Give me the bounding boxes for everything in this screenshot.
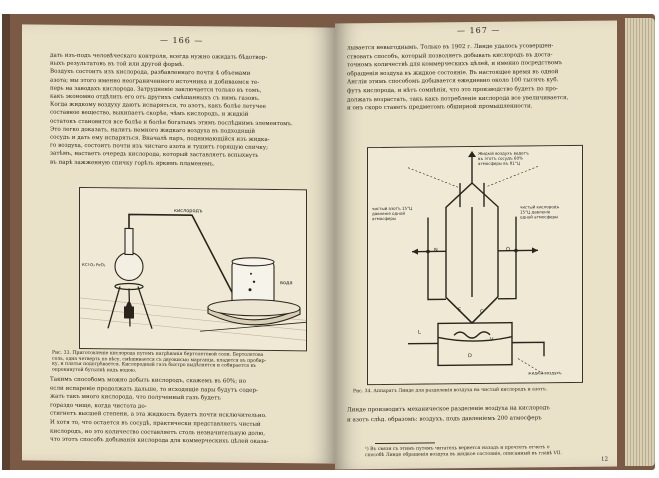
label-d: D bbox=[468, 353, 472, 360]
label-pure-oxygen-2: 15°Ц давленіе bbox=[520, 209, 551, 215]
label-flask: КСl·О₃ FeO₂ bbox=[82, 261, 106, 268]
text-line: Когда жидкому воздуху даютъ испаряться, то азотъ, какъ болѣе летучее bbox=[50, 101, 266, 111]
page-number: — 167 — bbox=[457, 25, 501, 36]
footnote-line: ¹) Въ связи съ этимъ путемъ читатель вернется назадъ и прочтетъ отчетъ о bbox=[365, 445, 550, 453]
left-page bbox=[22, 24, 335, 463]
label-liquid-air-top-2: въ этотъ сосудъ 60% bbox=[478, 155, 523, 161]
caption-line: Рис. 34. Аппаратъ Линде для разделенія воздуха на чистый кислородъ и азотъ. bbox=[353, 387, 548, 395]
text-line: го воздуха, состоитъ почти изъ чистаго азота и тушитъ горящую спичку; bbox=[50, 142, 268, 152]
label-c: C bbox=[480, 308, 484, 315]
label-liquid-air-top-3: атмосферы въ 81°Ц bbox=[478, 160, 520, 166]
right-page bbox=[335, 21, 617, 470]
text-line: затѣмъ, настаетъ очередь кислорода, который заставляетъ вспыхнуть bbox=[50, 151, 259, 160]
linde-apparatus-drawing bbox=[368, 146, 582, 384]
label-n: N bbox=[434, 247, 438, 254]
text-line: Линде производитъ механическое разделеніе воздуха на кислородъ bbox=[347, 405, 550, 414]
text-line: ствовать способъ, который позволяетъ добывать кислородъ въ доста- bbox=[347, 51, 553, 60]
label-e: E bbox=[458, 307, 462, 314]
caption-line: ку, и платья подогрѣвается. Кислородный газъ быстро выдѣляется и собирается въ bbox=[52, 361, 256, 369]
label-pure-oxygen-3: одной атмосферы bbox=[520, 214, 559, 220]
text-line: азота; мы этого именно неограниченного источника и добиваемся те- bbox=[50, 77, 260, 86]
text-line: остатокъ становится все болѣе и болѣе богатымъ этимъ послѣднимъ элементомъ. bbox=[50, 118, 293, 127]
label-pure-nitrogen: чистый азотъ 15°Ц bbox=[372, 205, 413, 212]
label-liquid-air-top: Жидкій воздухъ ведетъ bbox=[478, 150, 529, 156]
text-line: составное вещество, выкипаетъ скорѣе, чѣмъ кислородъ, и жидкій bbox=[50, 110, 249, 119]
caption-line: соль, одна четверть по вѣсу, смѣшивается съ двуокисью марганца, кладется въ пробир- bbox=[52, 356, 267, 364]
figure-linde-apparatus bbox=[367, 145, 583, 385]
text-line: должать возрастать, такъ какъ потребленіе кислорода все увеличивается, bbox=[347, 94, 569, 103]
page-edges bbox=[625, 18, 655, 466]
text-line: дать изъ-подъ человѣческаго контроля, всегда нужно ожидать бѣдотвор- bbox=[50, 52, 268, 61]
cover-spine-edge bbox=[2, 14, 10, 470]
text-line: футъ кислорода, и нѣтъ сомнѣнія, что это производство будетъ по про- bbox=[347, 86, 558, 95]
text-line: жать такъ много кислорода, что полученный газъ будетъ bbox=[50, 393, 221, 402]
text-line: Это легко доказать, налитъ немного жидкаго воздуха въ подходящій bbox=[50, 126, 256, 135]
footnote-line: способѣ Линде обращенія воздуха въ жидкое состояніе, описанный въ главѣ VII. bbox=[365, 451, 562, 459]
label-v: V bbox=[490, 336, 494, 343]
footnote-separator bbox=[375, 442, 435, 444]
label-water: вода bbox=[280, 280, 293, 287]
text-line: Воздухъ состоитъ изъ кислорода, разбавленнаго почти 4 объемами bbox=[50, 69, 251, 78]
label-l: L bbox=[418, 329, 421, 336]
text-line: и онъ скоро станетъ предметомъ обширной промышленности. bbox=[347, 103, 533, 112]
text-line: и азотъ слѣд. образомъ: воздухъ, подъ давленіемъ 200 атмосферъ bbox=[347, 415, 542, 424]
text-line: какъ экономно отдѣлить его отъ другихъ смѣшанныхъ съ нимъ газовъ. bbox=[50, 93, 260, 102]
label-oxygen: кислородъ bbox=[174, 207, 203, 215]
text-line: гораздо чище, когда чистота до- bbox=[50, 402, 147, 410]
text-line: обращенія воздуха въ жидкое состояніе. Въ настоящее время въ одной bbox=[347, 68, 559, 78]
caption-line: Рис. 33. Приготовленіе кислорода путемъ нагрѣванія бертолетовой соли. Бертолетова bbox=[52, 350, 264, 358]
text-line: перь на заводахъ кислорода. Затрудненіе заключается только въ томъ, bbox=[50, 85, 262, 94]
text-line: И хотя то, что остается въ сосудѣ, практически представляетъ чистый bbox=[50, 419, 261, 428]
text-line: въ парѣ зажженную спичку горѣть яркимъ пламенемъ. bbox=[50, 159, 215, 167]
label-pure-nitrogen-2: давленіе одной bbox=[372, 210, 405, 217]
label-liquid-air: жидкій воздухъ bbox=[528, 370, 562, 376]
text-line: ныхъ результатовъ въ той или другой формѣ. bbox=[50, 60, 185, 69]
page-number: — 166 — bbox=[160, 35, 204, 46]
text-line: стигнетъ высшей степени, а эта жидкость будетъ почти исключительно. bbox=[50, 411, 267, 420]
text-line: Англіи этимъ способомъ добывается ежедневно около 100 тысячъ куб. bbox=[347, 77, 559, 86]
signature-mark: 12 bbox=[601, 456, 609, 463]
text-line: если испареніе продолжать дальше, то исходящіе пары будутъ содер- bbox=[50, 385, 258, 394]
label-o: O bbox=[506, 246, 510, 253]
label-pure-nitrogen-3: атмосферы bbox=[372, 215, 397, 222]
label-pure-oxygen: чистый кислородъ bbox=[520, 204, 560, 210]
text-line: сосудъ и дать ему испаряться. Вначалѣ паръ, поднимающійся изъ жидка- bbox=[50, 134, 270, 143]
text-line: кислородъ, но это количество составляетъ столь незначительную долю, bbox=[50, 428, 265, 437]
figure-oxygen-preparation bbox=[79, 187, 307, 351]
text-line: лывается невыгоднымъ. Только въ 1902 г. Линде удалось усовершен- bbox=[347, 43, 554, 52]
text-line: точномъ количествѣ для коммерческихъ цѣлей, и именно посредствомъ bbox=[347, 60, 563, 69]
text-line: Такимъ способомъ можно добыть кислородъ, скажемъ въ 60%; но bbox=[50, 376, 246, 385]
caption-line: опрокинутой бутылкѣ надъ водою. bbox=[52, 367, 137, 374]
text-line: что этотъ способъ добыванія кислорода для коммерческихъ цѣлей оказа- bbox=[50, 436, 269, 446]
